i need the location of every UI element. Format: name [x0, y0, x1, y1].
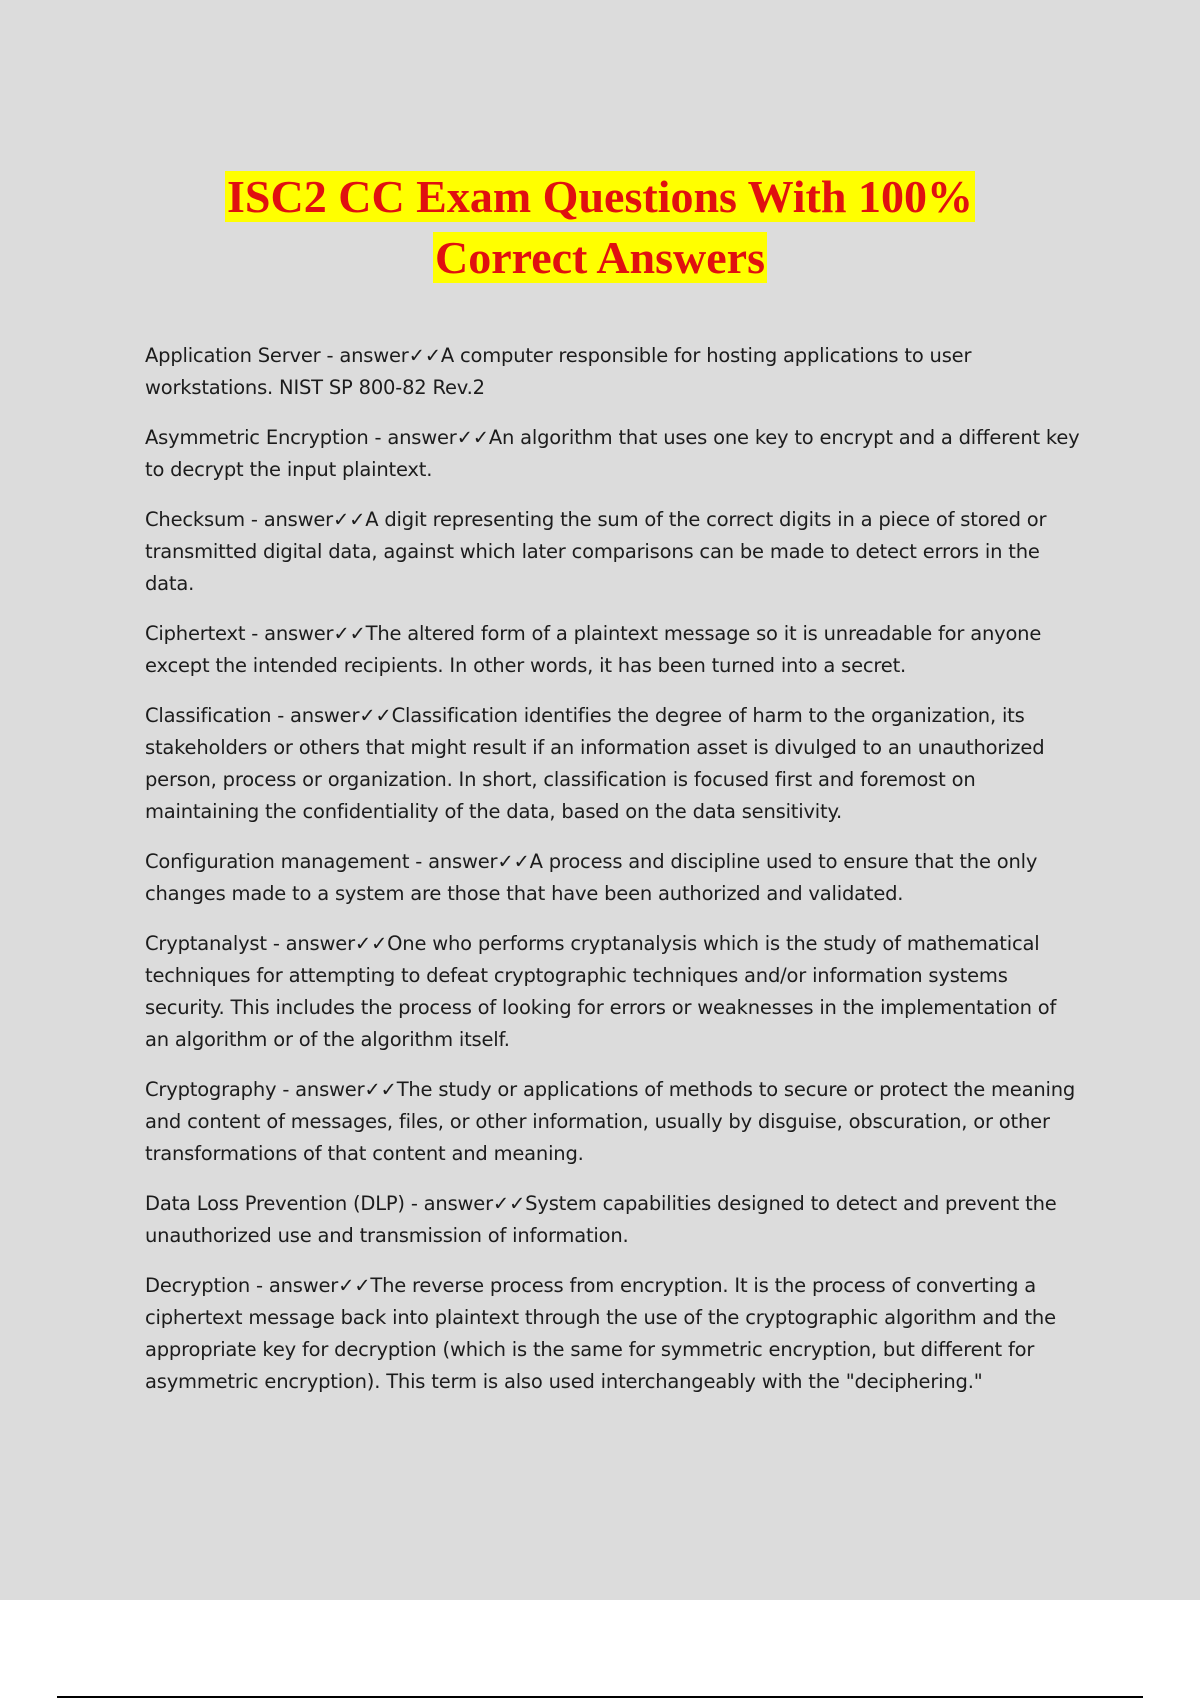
entry-ciphertext: Ciphertext - answer✓✓The altered form of a plaintext message so it is unreadable for anyone except the intended recipients. In other words, it has been turned into a secret.	[145, 622, 1042, 677]
entry-asymmetric-encryption: Asymmetric Encryption - answer✓✓An algorithm that uses one key to encrypt and a different key to decrypt the input plaintext.	[145, 426, 1080, 481]
entry-cryptanalyst: Cryptanalyst - answer✓✓One who performs cryptanalysis which is the study of mathematical techniques for attempting to defeat cryptographic techniques and/or information systems security. This includes the process of looking for errors or weaknesses in the implementation of an algorithm or of the algorithm itself.	[145, 932, 1057, 1051]
entry-data-loss-prevention: Data Loss Prevention (DLP) - answer✓✓System capabilities designed to detect and prevent the unauthorized use and transmission of information.	[145, 1192, 1057, 1247]
entry-classification: Classification - answer✓✓Classification identifies the degree of harm to the organization, its stakeholders or others that might result if an information asset is divulged to an unauthorized person, process or organization. In short, classification is focused first and foremost on maintaining the confidentiality of the data, based on the data sensitivity.	[145, 704, 1045, 823]
title-text-2: Correct Answers	[435, 232, 765, 283]
footer-divider	[57, 1696, 1143, 1698]
title-line-1	[0, 166, 1200, 227]
title-line-2	[0, 227, 1200, 288]
entry-decryption: Decryption - answer✓✓The reverse process from encryption. It is the process of converting a ciphertext message back into plaintext through the use of the cryptographic algorithm and the appropriate key for decryption (which is the same for symmetric encryption, but different for asymmetric encryption). This term is also used interchangeably with the "deciphering."	[145, 1274, 1056, 1393]
page-title	[0, 166, 1200, 288]
title-text-1: ISC2 CC Exam Questions With 100%	[227, 171, 973, 222]
entry-application-server: Application Server - answer✓✓A computer responsible for hosting applications to user workstations. NIST SP 800-82 Rev.2	[145, 344, 972, 399]
entry-cryptography: Cryptography - answer✓✓The study or applications of methods to secure or protect the meaning and content of messages, files, or other information, usually by disguise, obscuration, or other transformations of that content and meaning.	[145, 1078, 1076, 1165]
entry-checksum: Checksum - answer✓✓A digit representing the sum of the correct digits in a piece of stored or transmitted digital data, against which later comparisons can be made to detect errors in the data.	[145, 508, 1047, 595]
entry-configuration-management: Configuration management - answer✓✓A process and discipline used to ensure that the only changes made to a system are those that have been authorized and validated.	[145, 850, 1038, 905]
glossary-entries	[145, 340, 1085, 1416]
